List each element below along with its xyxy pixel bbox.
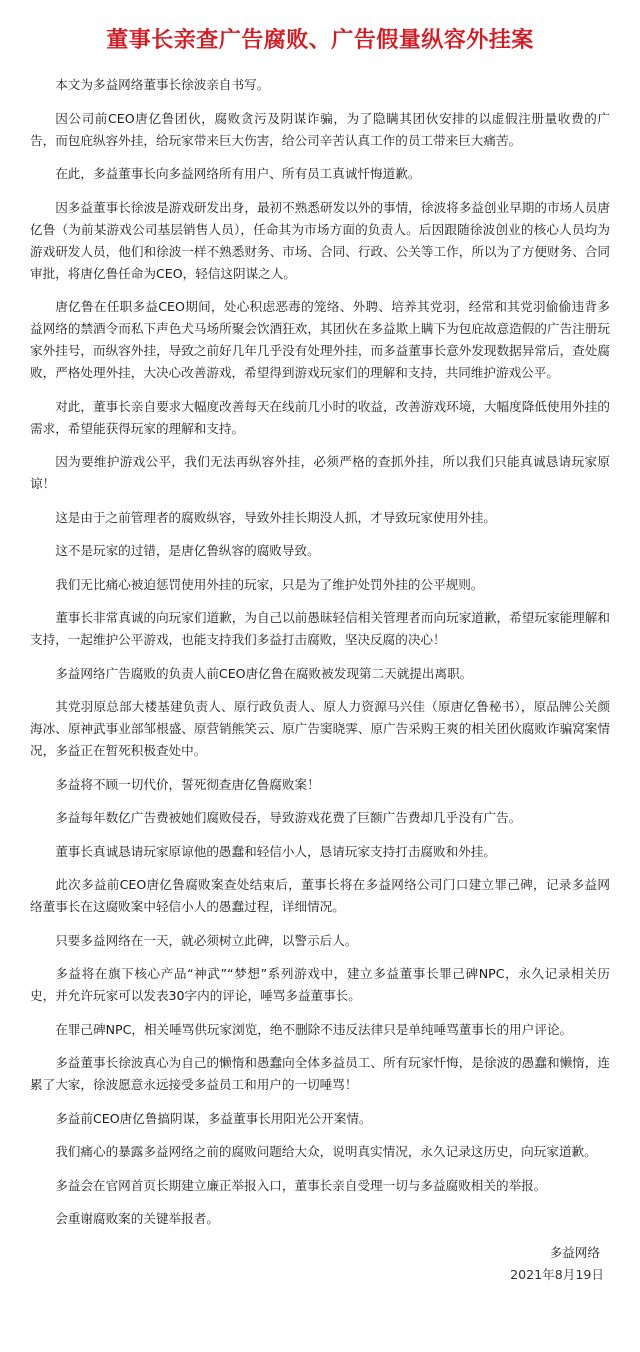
- paragraph: 只要多益网络在一天，就必须树立此碑，以警示后人。: [55, 932, 358, 948]
- paragraph: 因多益董事长徐波是游戏研发出身，最初不熟悉研发以外的事情，徐波将多益创业早期的市场人员唐亿鲁（为前某游戏公司基层销售人员），任命其为市场方面的负责人。后因跟随徐波创业的核心人员均为游戏研发人员，他们和徐波一样不熟悉财务、市场、合同、行政、公关等工作，所以为了方便财务、合同审批，将唐亿鲁任命为CEO，轻信这阴谋之人。: [30, 199, 610, 281]
- paragraph: 我们痛心的暴露多益网络之前的腐败问题给大众，说明真实情况，永久记录这历史，向玩家道歉。: [55, 1144, 597, 1159]
- paragraph: 多益董事长徐波真心为自己的懒惰和愚蠢向全体多益员工、所有玩家忏悔，是徐波的愚蠢和懒惰，连累了大家，徐波愿意永远接受多益员工和用户的一切唾骂！: [30, 1055, 610, 1092]
- paragraph: 因公司前CEO唐亿鲁团伙，腐败贪污及阴谋诈骗，为了隐瞒其团伙安排的以虚假注册量收费的广告，而包庇纵容外挂，给玩家带来巨大伤害，给公司辛苦认真工作的员工带来巨大痛苦。: [30, 110, 610, 148]
- paragraph: 这是由于之前管理者的腐败纵容，导致外挂长期没人抓，才导致玩家使用外挂。: [55, 509, 496, 525]
- paragraph: 在罪己碑NPC，相关唾骂供玩家浏览，绝不删除不违反法律只是单纯唾骂董事长的用户评论。: [55, 1021, 573, 1037]
- paragraph: 会重谢腐败案的关键举报者。: [55, 1211, 219, 1226]
- paragraph: 多益会在官网首页长期建立廉正举报入口，董事长亲自受理一切与多益腐败相关的举报。: [55, 1177, 547, 1193]
- paragraph: 多益每年数亿广告费被她们腐败侵吞，导致游戏花费了巨额广告费却几乎没有广告。: [55, 810, 522, 825]
- paragraph: 多益将在旗下核心产品“神武”“梦想”系列游戏中，建立多益董事长罪己碑NPC，永久记录相关历史，并允许玩家可以发表30字内的评论，唾骂多益董事长。: [30, 966, 610, 1003]
- paragraph: 对此，董事长亲自要求大幅度改善每天在线前几小时的收益，改善游戏环境，大幅度降低使用外挂的需求，希望能获得玩家的理解和支持。: [30, 398, 610, 436]
- paragraph: 本文为多益网络董事长徐波亲自书写。: [55, 77, 270, 92]
- paragraph: 因为要维护游戏公平，我们无法再纵容外挂，必须严格的查抓外挂，所以我们只能真诚恳请玩家原谅！: [30, 454, 610, 491]
- date: 2021年8月19日: [510, 1266, 604, 1282]
- paragraph: 董事长非常真诚的向玩家们道歉，为自己以前愚昧轻信相关管理者而向玩家道歉，希望玩家能理解和支持，一起维护公平游戏，也能支持我们多益打击腐败，坚决反腐的决心！: [30, 610, 610, 647]
- paragraph: 其党羽原总部大楼基建负责人、原行政负责人、原人力资源马兴佳（原唐亿鲁秘书），原品牌公关颜海冰、原神武事业部邹根盛、原营销熊笑云、原广告窦晓霁、原广告采购王爽的相关团伙腐败诈骗窝案情况，多益正在暂死积极查处中。: [30, 699, 610, 758]
- paragraph: 唐亿鲁在任职多益CEO期间，处心积虑恶毒的笼络、外聘、培养其党羽，经常和其党羽偷偷违背多益网络的禁酒令而私下声色犬马场所聚会饮酒狂欢，其团伙在多益欺上瞒下为包庇故意造假的广告注册玩家外挂号，而纵容外挂，导致之前好几年几乎没有处理外挂，而多益董事长意外发现数据异常后，查处腐败，严格处理外挂，大决心改善游戏，希望得到游戏玩家们的理解和支持，共同维护游戏公平。: [30, 299, 610, 380]
- paragraph: 我们无比痛心被迫惩罚使用外挂的玩家，只是为了维护处罚外挂的公平规则。: [55, 576, 484, 592]
- paragraph: 多益将不顾一切代价，誓死彻查唐亿鲁腐败案！: [55, 776, 320, 792]
- paragraph: 多益前CEO唐亿鲁搞阴谋，多益董事长用阳光公开案情。: [55, 1110, 372, 1126]
- paragraph: 董事长真诚恳请玩家原谅他的愚蠢和轻信小人，恳请玩家支持打击腐败和外挂。: [55, 843, 496, 859]
- paragraph: 这不是玩家的过错，是唐亿鲁纵容的腐败导致。: [55, 543, 320, 558]
- document-body: [30, 74, 610, 1230]
- signature: 多益网络: [549, 1244, 600, 1260]
- document-title: 董事长亲查广告腐败、广告假量纵容外挂案: [106, 28, 534, 53]
- paragraph: 在此，多益董事长向多益网络所有用户、所有员工真诚忏悔道歉。: [55, 166, 421, 181]
- paragraph: 此次多益前CEO唐亿鲁腐败案查处结束后，董事长将在多益网络公司门口建立罪己碑，记录多益网络董事长在这腐败案中轻信小人的愚蠢过程，详细情况。: [30, 877, 610, 914]
- paragraph: 多益网络广告腐败的负责人前CEO唐亿鲁在腐败被发现第二天就提出离职。: [55, 665, 473, 681]
